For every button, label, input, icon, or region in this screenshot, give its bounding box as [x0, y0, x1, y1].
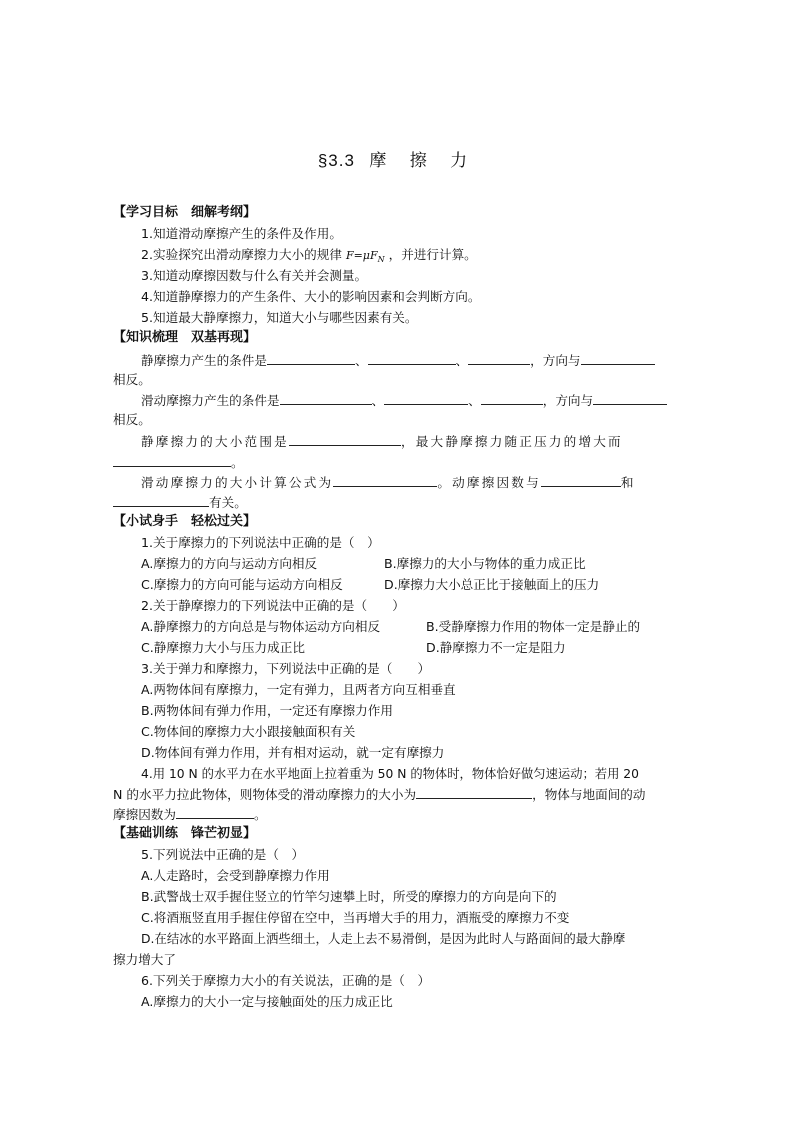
fill-blank[interactable] [267, 352, 355, 365]
q1-option-d[interactable]: D.摩擦力大小总正比于接触面上的压力 [384, 577, 600, 592]
q5-option-b[interactable]: B.武警战士双手握住竖立的竹竿匀速攀上时，所受的摩擦力的方向是向下的 [141, 889, 557, 904]
sliding-friction-conditions: 滑动摩擦力产生的条件是 、 、 ，方向与 [141, 392, 709, 409]
objective-4: 4.知道静摩擦力的产生条件、大小的影响因素和会判断方向。 [141, 289, 481, 304]
objective-1: 1.知道滑动摩擦产生的条件及作用。 [141, 226, 342, 241]
q2-option-c[interactable]: C.静摩擦力大小与压力成正比 [141, 640, 305, 655]
fill-blank[interactable] [541, 474, 621, 487]
page-title [0, 146, 794, 171]
section-heading-objectives: 【学习目标 细解考纲】 [113, 205, 257, 220]
question-2: 2.关于静摩擦力的下列说法中正确的是（ ） [141, 598, 405, 613]
question-4-line3: 摩擦因数为 。 [113, 807, 267, 822]
static-friction-range-end: 。 [113, 454, 681, 471]
q1-option-c[interactable]: C.摩擦力的方向可能与运动方向相反 [141, 577, 343, 592]
question-6: 6.下列关于摩擦力大小的有关说法，正确的是（ ） [141, 973, 431, 988]
fill-blank[interactable] [384, 392, 468, 405]
q6-option-a[interactable]: A.摩擦力的大小一定与接触面处的压力成正比 [141, 994, 393, 1009]
q1-option-b[interactable]: B.摩擦力的大小与物体的重力成正比 [384, 556, 586, 571]
section-heading-basic-training: 【基础训练 锋芒初显】 [113, 826, 257, 841]
fill-blank[interactable] [593, 392, 667, 405]
q2-option-a[interactable]: A.静摩擦力的方向总是与物体运动方向相反 [141, 619, 381, 634]
static-friction-range: 静摩擦力的大小范围是 ，最大静摩擦力随正压力的增大而 [141, 434, 623, 449]
fill-blank[interactable] [113, 494, 209, 507]
static-friction-conditions: 静摩擦力产生的条件是 、 、 ，方向与 [141, 352, 709, 369]
fill-blank[interactable] [581, 352, 655, 365]
q2-option-b[interactable]: B.受静摩擦力作用的物体一定是静止的 [426, 619, 641, 634]
q5-option-d-cont: 擦力增大了 [113, 952, 176, 967]
fill-blank[interactable] [280, 392, 372, 405]
q3-option-a[interactable]: A.两物体间有摩擦力，一定有弹力，且两者方向互相垂直 [141, 682, 456, 697]
objective-3: 3.知道动摩擦因数与什么有关并会测量。 [141, 268, 368, 283]
q3-option-b[interactable]: B.两物体间有弹力作用，一定还有摩擦力作用 [141, 703, 393, 718]
section-heading-knowledge: 【知识梳理 双基再现】 [113, 330, 257, 345]
friction-formula: $F=\mu F_N$ [345, 249, 385, 265]
sliding-friction-conditions-end: 相反。 [113, 412, 151, 427]
fill-blank[interactable] [416, 786, 532, 799]
q5-option-c[interactable]: C.将酒瓶竖直用手握住停留在空中，当再增大手的用力，酒瓶受的摩擦力不变 [141, 910, 570, 925]
section-heading-practice: 【小试身手 轻松过关】 [113, 514, 257, 529]
q2-option-d[interactable]: D.静摩擦力不一定是阻力 [426, 640, 566, 655]
sliding-friction-formula-end: 有关。 [113, 494, 681, 511]
objective-2: 2.实验探究出滑动摩擦力大小的规律 $F=\mu F_N$ ，并进行计算。 [141, 247, 477, 265]
fill-blank[interactable] [468, 352, 530, 365]
objective-5: 5.知道最大静摩擦力，知道大小与哪些因素有关。 [141, 310, 418, 325]
q5-option-a[interactable]: A.人走路时，会受到静摩擦力作用 [141, 868, 330, 883]
static-friction-conditions-end: 相反。 [113, 372, 151, 387]
fill-blank[interactable] [113, 454, 231, 467]
question-4: 4.用 10 N 的水平力在水平地面上拉着重为 50 N 的物体时，物体恰好做匀速运动；若用 20 [141, 767, 639, 781]
q5-option-d[interactable]: D.在结冰的水平路面上洒些细土，人走上去不易滑倒，是因为此时人与路面间的最大静摩 [141, 931, 626, 946]
fill-blank[interactable] [481, 392, 543, 405]
fill-blank[interactable] [289, 433, 401, 446]
question-3: 3.关于弹力和摩擦力，下列说法中正确的是（ ） [141, 661, 431, 676]
question-1: 1.关于摩擦力的下列说法中正确的是（ ） [141, 535, 380, 550]
q3-option-c[interactable]: C.物体间的摩擦力大小跟接触面积有关 [141, 724, 356, 739]
sliding-friction-formula: 滑动摩擦力的大小计算公式为 。动摩擦因数与 和 [141, 475, 636, 490]
fill-blank[interactable] [368, 352, 456, 365]
q1-option-a[interactable]: A.摩擦力的方向与运动方向相反 [141, 556, 318, 571]
section-number: §3.3 [317, 151, 355, 170]
fill-blank[interactable] [333, 474, 437, 487]
title-text: 摩 擦 力 [369, 151, 477, 171]
q3-option-d[interactable]: D.物体间有弹力作用，并有相对运动，就一定有摩擦力 [141, 745, 445, 760]
question-5: 5.下列说法中正确的是（ ） [141, 847, 305, 862]
question-4-line2: N 的水平力拉此物体，则物体受的滑动摩擦力的大小为 ，物体与地面间的动 [113, 787, 646, 802]
fill-blank[interactable] [176, 806, 254, 819]
